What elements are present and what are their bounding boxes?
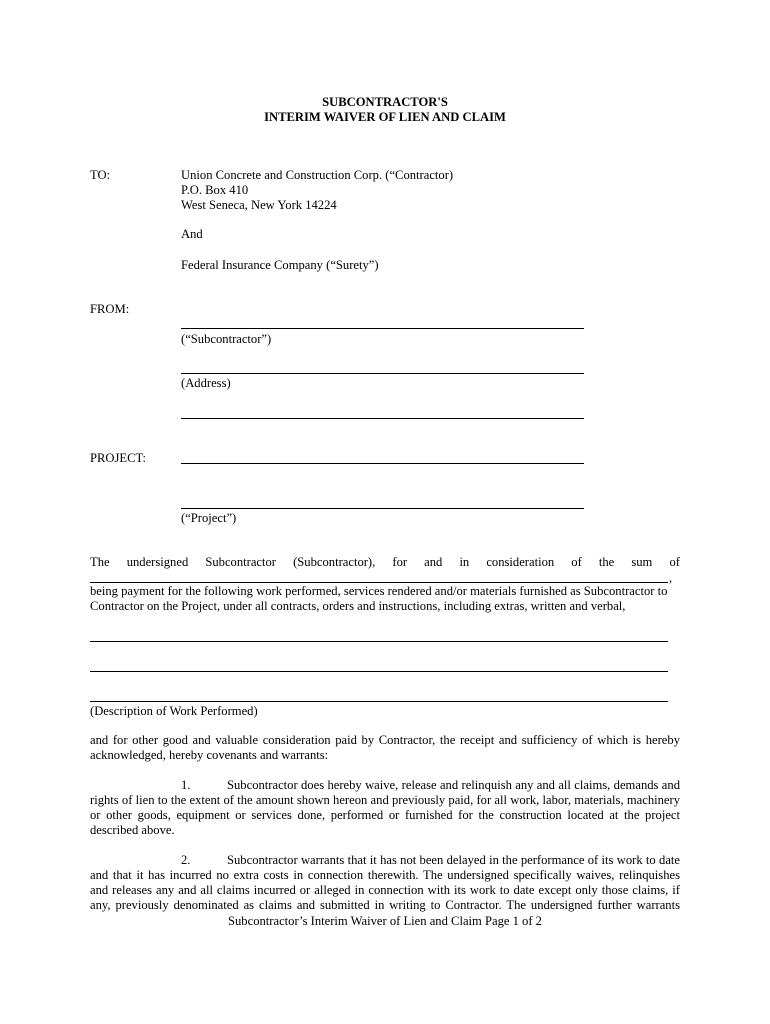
word: Subcontractor: [205, 555, 276, 569]
work-description-line-3[interactable]: [90, 701, 668, 702]
project-line-2[interactable]: [181, 508, 584, 509]
paragraph-2-line-1: Subcontractor warrants that it has not been delayed in the performance of its work to date: [227, 853, 680, 867]
word: of: [571, 555, 582, 569]
consideration-line-3: Contractor on the Project, under all contracts, orders and instructions, including extras, written and verbal,: [90, 599, 626, 613]
work-description-line-2[interactable]: [90, 671, 668, 672]
sum-line-comma: ,: [669, 571, 673, 585]
to-label: TO:: [90, 168, 111, 182]
title-line-1: SUBCONTRACTOR'S: [322, 95, 448, 109]
page-footer: Subcontractor’s Interim Waiver of Lien and Claim Page 1 of 2: [228, 914, 542, 928]
paragraph-2-line-3: and releases any and all claims incurred or alleged in connection with its work to date except only those claims, if: [90, 883, 680, 897]
covenant-intro-line-1: and for other good and valuable consideration paid by Contractor, the receipt and sufficiency of which is hereby: [90, 733, 680, 747]
covenant-intro-line-2: acknowledged, hereby covenants and warrants:: [90, 748, 329, 762]
address-line-2[interactable]: [181, 418, 584, 419]
paragraph-1-line-3: or other goods, equipment or services done, performed or furnished for the construction located at the project: [90, 808, 680, 822]
paragraph-1-line-1: Subcontractor does hereby waive, release and relinquish any and all claims, demands and: [227, 778, 680, 792]
sum-amount-line[interactable]: [90, 582, 668, 583]
subcontractor-caption: (“Subcontractor”): [181, 332, 272, 346]
word: undersigned: [126, 555, 189, 569]
work-description-line-1[interactable]: [90, 641, 668, 642]
paragraph-1-line-2: rights of lien to the extent of the amount shown hereon and previously paid, for all work, labor, materials, machinery: [90, 793, 680, 807]
project-line-1[interactable]: [181, 463, 584, 464]
from-label: FROM:: [90, 302, 130, 316]
paragraph-1-line-4: described above.: [90, 823, 175, 837]
surety-name: Federal Insurance Company (“Surety”): [181, 258, 379, 272]
contractor-city: West Seneca, New York 14224: [181, 198, 337, 212]
word: and: [424, 555, 443, 569]
description-caption: (Description of Work Performed): [90, 704, 258, 718]
word: in: [459, 555, 470, 569]
and-text: And: [181, 227, 203, 241]
word: The: [90, 555, 110, 569]
consideration-line-2: being payment for the following work performed, services rendered and/or materials furnished as Subcontractor to: [90, 584, 668, 598]
word: (Subcontractor),: [293, 555, 376, 569]
subcontractor-name-line[interactable]: [181, 328, 584, 329]
project-label: PROJECT:: [90, 451, 147, 465]
word: of: [669, 555, 680, 569]
address-line-1[interactable]: [181, 373, 584, 374]
consideration-line-1: [90, 555, 680, 570]
word: the: [598, 555, 615, 569]
word: consideration: [486, 555, 555, 569]
paragraph-2-number: 2.: [181, 853, 191, 867]
paragraph-2-line-4: any, previously denominated as claims and submitted in writing to Contractor. The undersigned further warrants: [90, 898, 680, 912]
contractor-name: Union Concrete and Construction Corp. (“Contractor): [181, 168, 454, 182]
paragraph-1-number: 1.: [181, 778, 191, 792]
word: for: [392, 555, 408, 569]
project-caption: (“Project”): [181, 511, 237, 525]
title-line-2: INTERIM WAIVER OF LIEN AND CLAIM: [264, 110, 506, 124]
word: sum: [631, 555, 653, 569]
contractor-po-box: P.O. Box 410: [181, 183, 249, 197]
address-caption: (Address): [181, 376, 231, 390]
paragraph-2-line-2: and that it has incurred no extra costs in connection therewith. The undersigned specifically waives, relinquishes: [90, 868, 680, 882]
